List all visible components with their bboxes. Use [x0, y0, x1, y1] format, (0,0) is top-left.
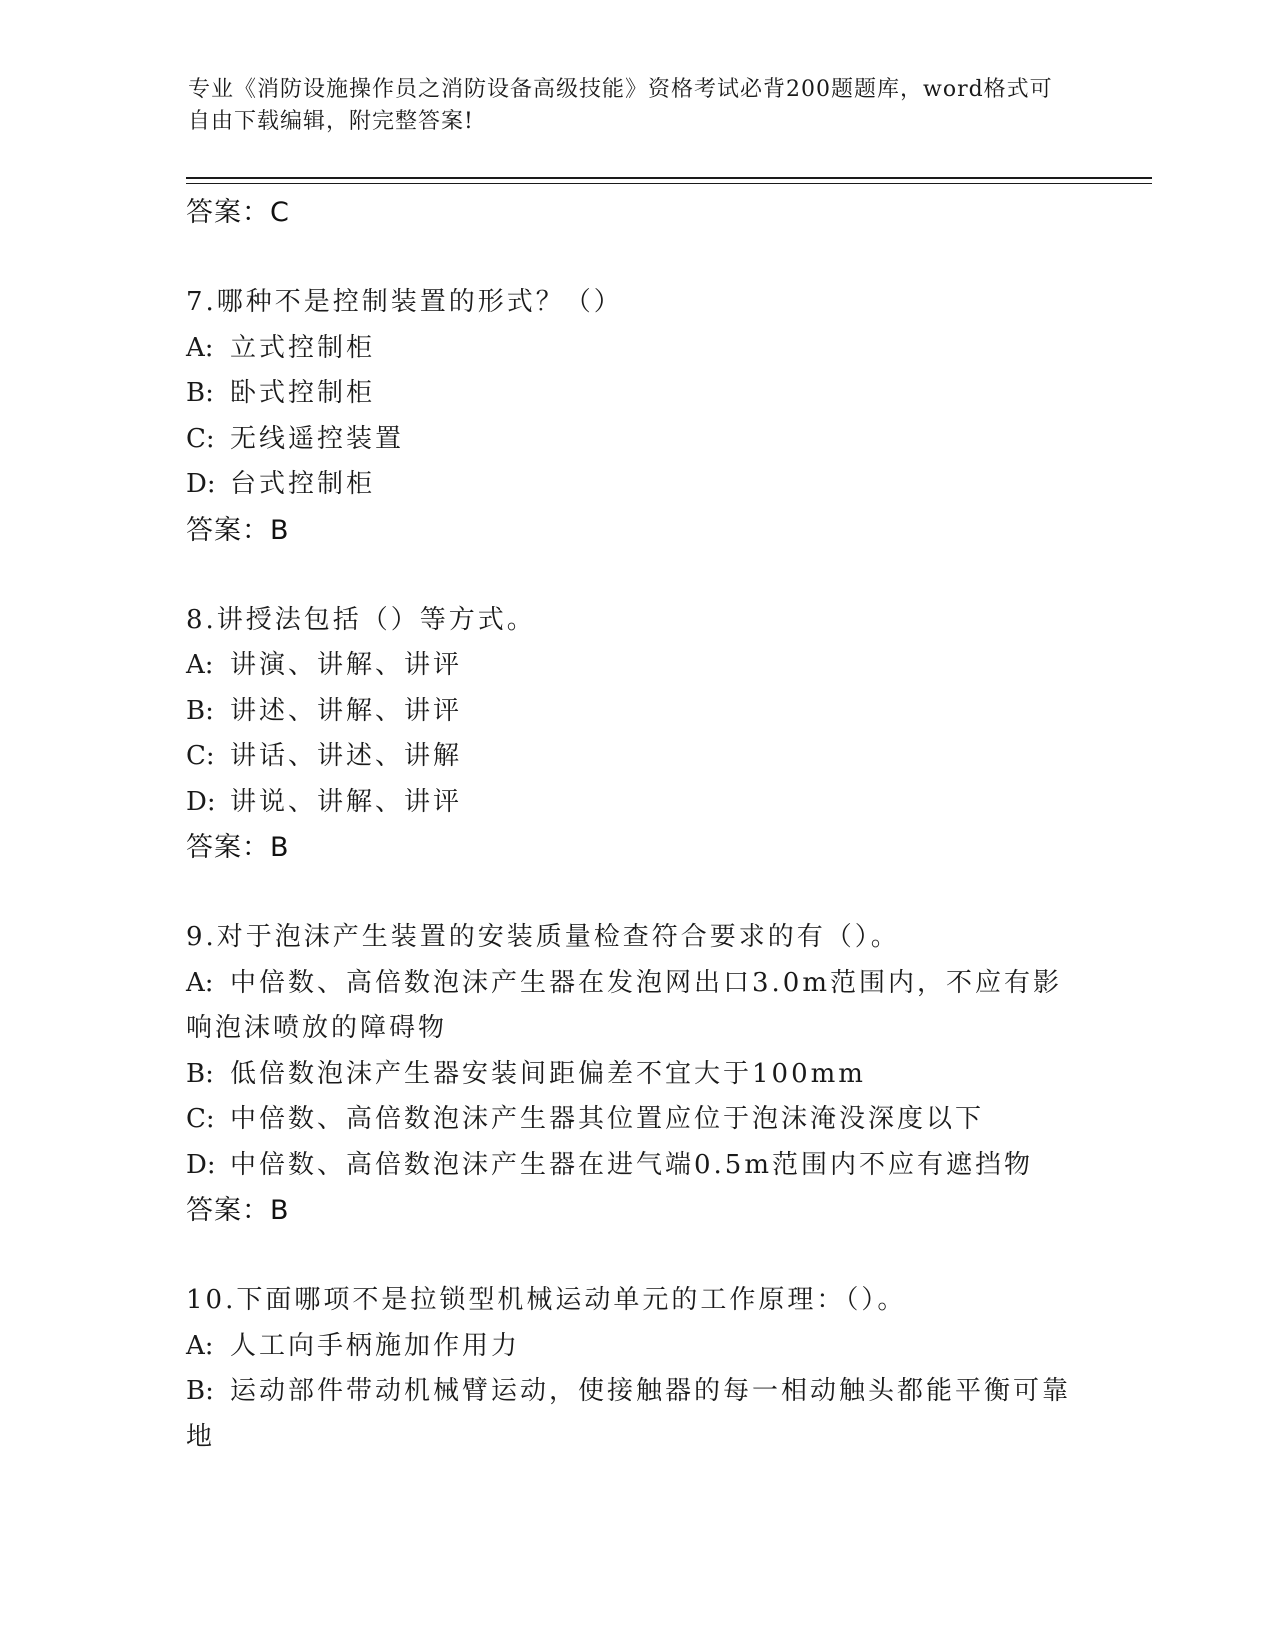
option-a	[186, 326, 1086, 372]
option-text: 中倍数、高倍数泡沫产生器在发泡网出口3.0m范围内，不应有影	[230, 967, 1063, 998]
option-prefix: A:	[186, 967, 214, 998]
option-text: 无线遥控装置	[230, 423, 405, 454]
option-c	[186, 1097, 1086, 1143]
question-stem: 8.讲授法包括（）等方式。	[186, 604, 536, 635]
option-text: 讲述、讲解、讲评	[230, 695, 463, 726]
option-prefix: B:	[186, 1376, 214, 1406]
answer-line: 答案：B	[186, 832, 290, 863]
option-text: 运动部件带动机械臂运动，使接触器的每一相动触头都能平衡可靠	[230, 1376, 1072, 1406]
option-prefix: D:	[186, 1149, 216, 1180]
option-a	[186, 1324, 1086, 1370]
option-b	[186, 1052, 1086, 1098]
option-prefix: C:	[186, 423, 215, 454]
option-a-continuation: 响泡沫喷放的障碍物	[186, 1013, 448, 1043]
option-prefix: B:	[186, 378, 214, 408]
option-c	[186, 417, 1086, 463]
question-block	[186, 598, 1086, 872]
option-text: 卧式控制柜	[230, 378, 376, 408]
option-c	[186, 734, 1086, 780]
option-text: 台式控制柜	[230, 469, 376, 499]
option-text: 中倍数、高倍数泡沫产生器其位置应位于泡沫淹没深度以下	[230, 1104, 985, 1134]
header-divider	[186, 177, 1152, 179]
option-text: 讲话、讲述、讲解	[230, 741, 463, 771]
option-text: 讲演、讲解、讲评	[230, 650, 463, 680]
option-d	[186, 780, 1086, 826]
option-text: 中倍数、高倍数泡沫产生器在进气端0.5m范围内不应有遮挡物	[230, 1149, 1034, 1180]
question-stem: 7.哪种不是控制装置的形式？（）	[186, 287, 623, 317]
option-text: 低倍数泡沫产生器安装间距偏差不宜大于100mm	[230, 1058, 866, 1089]
option-prefix: D:	[186, 469, 216, 499]
option-b	[186, 1369, 1086, 1415]
option-prefix: D:	[186, 786, 216, 817]
option-prefix: A:	[186, 650, 214, 680]
option-d	[186, 462, 1086, 508]
option-prefix: C:	[186, 1104, 215, 1134]
question-block	[186, 280, 1086, 554]
option-b-continuation: 地	[186, 1421, 216, 1452]
option-prefix: C:	[186, 741, 215, 771]
option-a	[186, 643, 1086, 689]
option-b	[186, 689, 1086, 735]
question-stem: 9.对于泡沫产生装置的安装质量检查符合要求的有（）。	[186, 922, 900, 952]
question-block	[186, 915, 1086, 1234]
option-text: 人工向手柄施加作用力	[230, 1330, 521, 1361]
option-text: 讲说、讲解、讲评	[230, 786, 463, 817]
answer-line: 答案：B	[186, 1195, 290, 1226]
option-prefix: B:	[186, 1058, 214, 1089]
option-prefix: A:	[186, 1330, 214, 1361]
option-text: 立式控制柜	[230, 332, 376, 363]
question-block	[186, 1278, 1086, 1460]
option-prefix: B:	[186, 695, 214, 726]
answer-line: 答案：B	[186, 514, 290, 546]
page-header: 专业《消防设施操作员之消防设备高级技能》资格考试必背200题题库，word格式可自由下载编辑，附完整答案!	[188, 77, 1053, 134]
option-prefix: A:	[186, 332, 214, 363]
option-d	[186, 1143, 1086, 1189]
question-list	[186, 190, 1086, 1460]
answer-line: 答案：C	[186, 197, 290, 228]
header-divider-thin	[186, 183, 1152, 184]
option-b	[186, 371, 1086, 417]
option-a	[186, 961, 1086, 1007]
question-stem: 10.下面哪项不是拉锁型机械运动单元的工作原理：（）。	[186, 1285, 907, 1315]
